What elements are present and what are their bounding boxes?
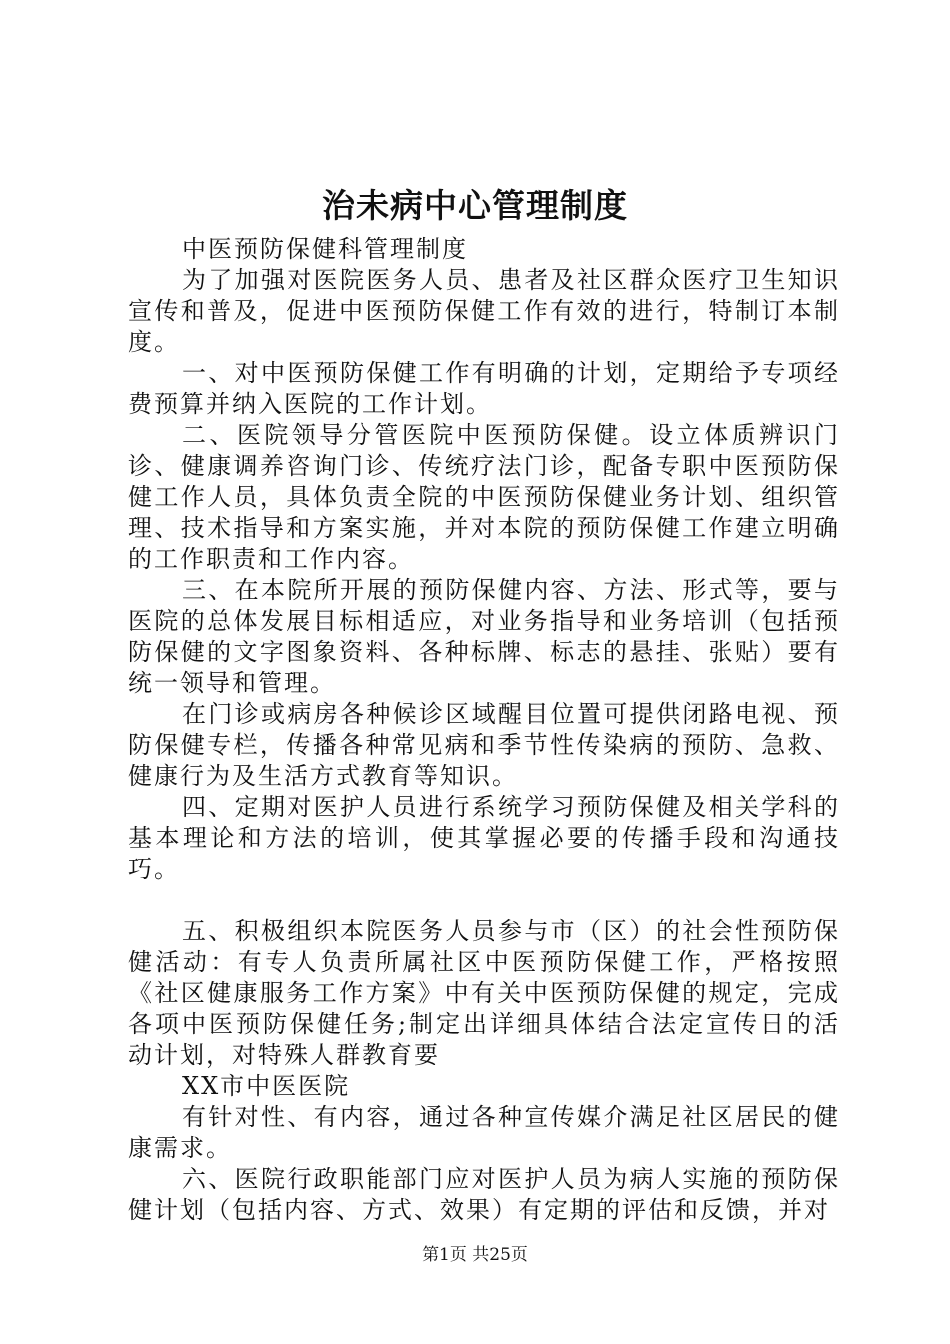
paragraph-item-3: 三、在本院所开展的预防保健内容、方法、形式等，要与医院的总体发展目标相适应，对业务指导和业务培训（包括预防保健的文字图象资料、各种标牌、标志的悬挂、张贴）要有统一领导和管理。 xyxy=(128,576,840,697)
hospital-name: XX市中医医院 xyxy=(182,1072,351,1100)
page-footer: 第1页 共25页 xyxy=(422,1245,528,1265)
paragraph-item-2: 二、医院领导分管医院中医预防保健。设立体质辨识门诊、健康调养咨询门诊、传统疗法门诊，配备专职中医预防保健工作人员，具体负责全院的中医预防保健业务计划、组织管理、技术指导和方案实施，并对本院的预防保健工作建立明确的工作职责和工作内容。 xyxy=(128,421,840,573)
document-body xyxy=(128,234,840,1226)
document-title: 治未病中心管理制度 xyxy=(322,186,628,225)
paragraph-item-1: 一、对中医预防保健工作有明确的计划，定期给予专项经费预算并纳入医院的工作计划。 xyxy=(128,359,840,418)
paragraph-item-3-continued: 在门诊或病房各种候诊区域醒目位置可提供闭路电视、预防保健专栏，传播各种常见病和季节性传染病的预防、急救、健康行为及生活方式教育等知识。 xyxy=(128,700,840,790)
paragraph-item-4: 四、定期对医护人员进行系统学习预防保健及相关学科的基本理论和方法的培训，使其掌握必要的传播手段和沟通技巧。 xyxy=(128,793,840,883)
paragraph-item-5: 五、积极组织本院医务人员参与市（区）的社会性预防保健活动：有专人负责所属社区中医预防保健工作，严格按照《社区健康服务工作方案》中有关中医预防保健的规定，完成各项中医预防保健任务;制定出详细具体结合法定宣传日的活动计划，对特殊人群教育要 xyxy=(128,917,840,1069)
paragraph-item-6: 六、医院行政职能部门应对医护人员为病人实施的预防保健计划（包括内容、方式、效果）有定期的评估和反馈，并对 xyxy=(128,1165,840,1224)
paragraph-item-5-continued: 有针对性、有内容，通过各种宣传媒介满足社区居民的健康需求。 xyxy=(128,1103,840,1162)
blank-line xyxy=(128,885,840,916)
section-heading: 中医预防保健科管理制度 xyxy=(182,235,468,263)
paragraph-intro: 为了加强对医院医务人员、患者及社区群众医疗卫生知识宣传和普及，促进中医预防保健工作有效的进行，特制订本制度。 xyxy=(128,266,840,356)
